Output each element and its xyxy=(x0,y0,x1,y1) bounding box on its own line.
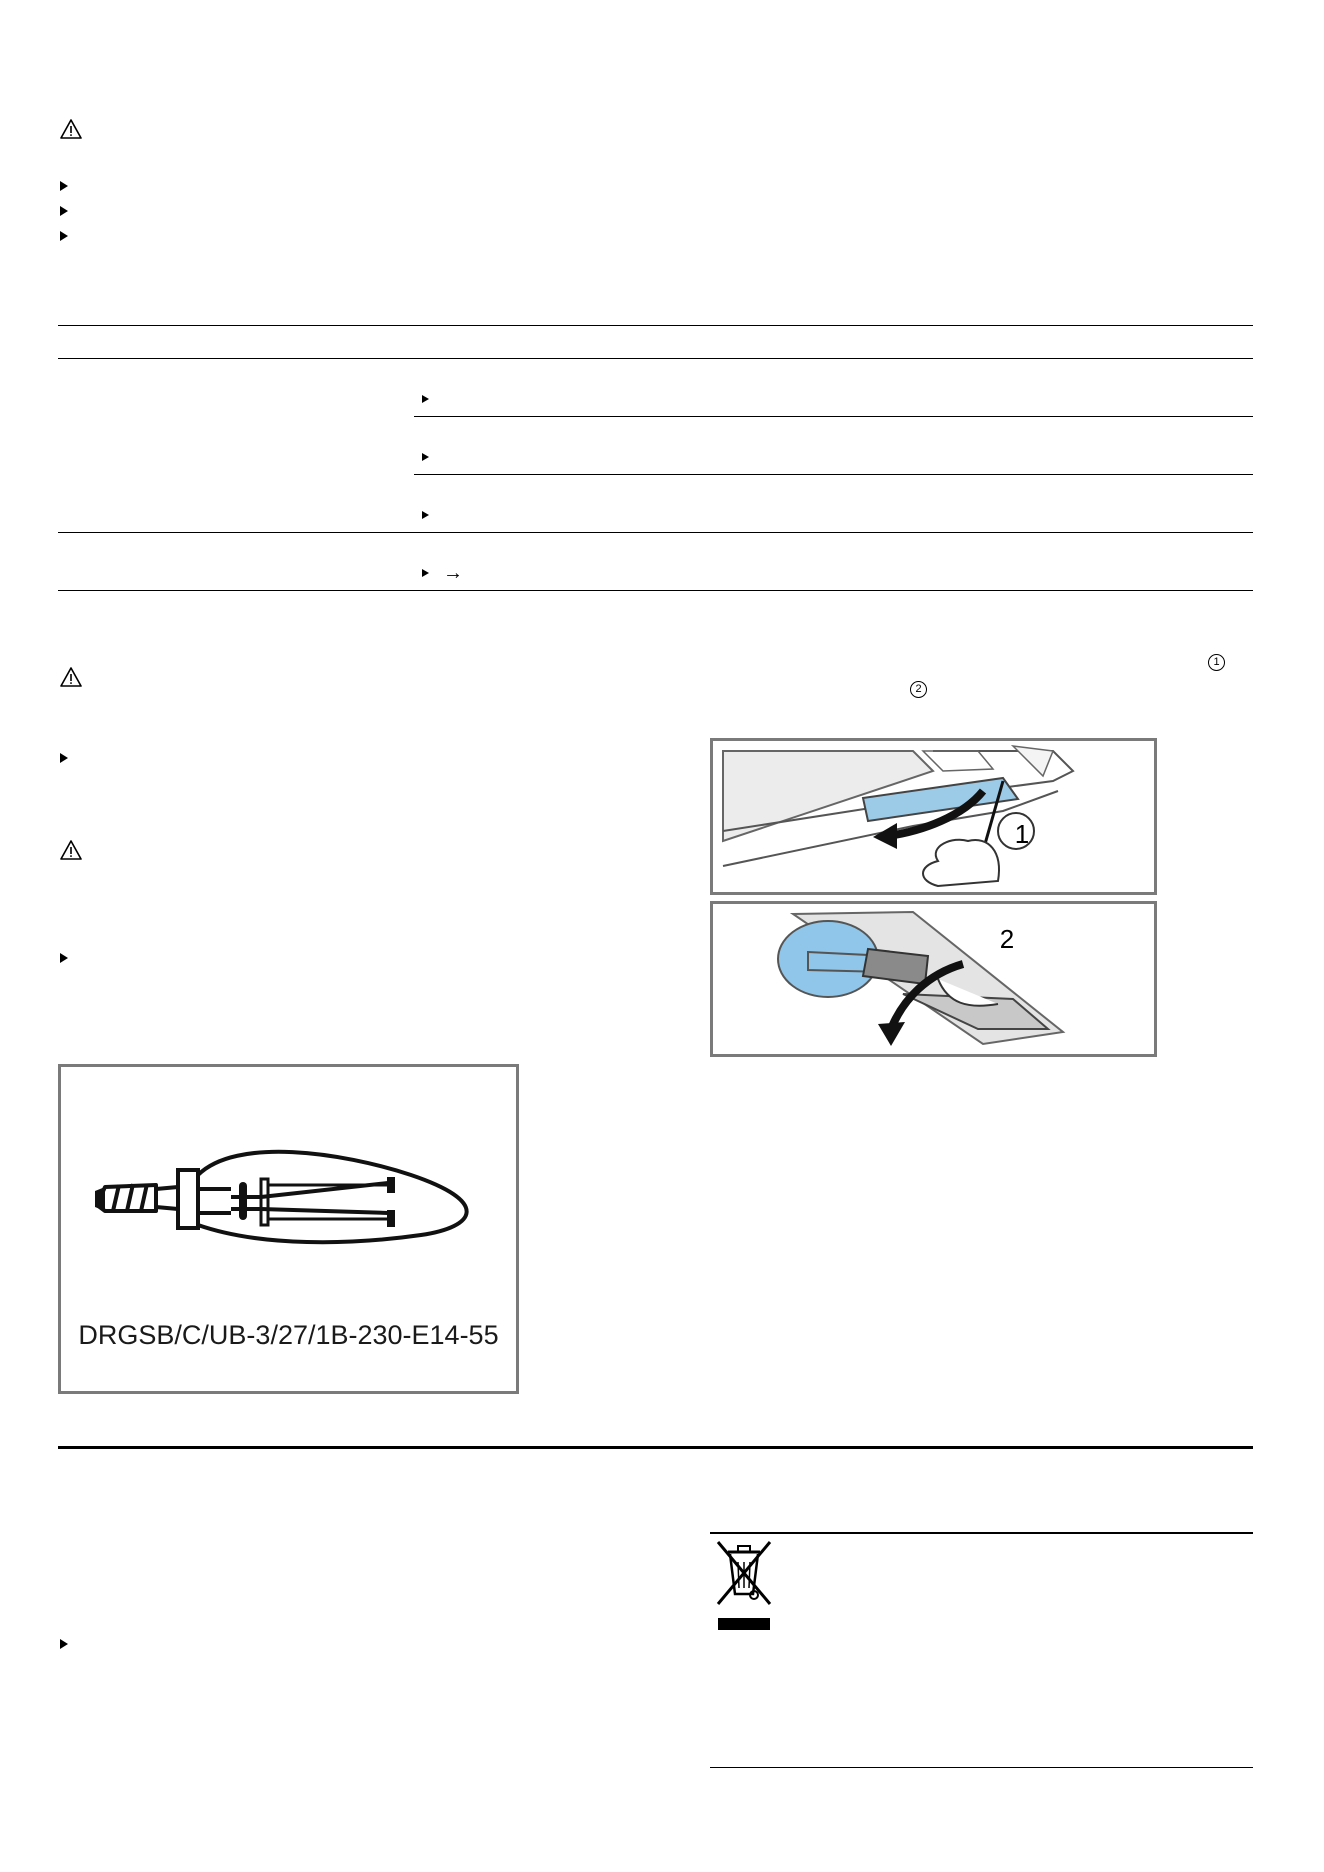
illustration-step-1-number: 1 xyxy=(1014,819,1030,849)
warning-icon xyxy=(60,840,82,860)
bullet-arrow-icon xyxy=(60,753,68,763)
section-divider xyxy=(58,1446,1253,1449)
bullet-arrow-icon xyxy=(422,569,429,577)
table-rule xyxy=(58,358,1253,359)
table-rule xyxy=(58,532,1253,533)
step-marker-1: 1 xyxy=(1208,654,1225,671)
bulb-type-label: DRGSB/C/UB-3/27/1B-230-E14-55 xyxy=(78,1320,499,1350)
table-rule xyxy=(414,474,1253,475)
bulb-drawing xyxy=(61,1067,516,1267)
disposal-box-bottom-rule xyxy=(710,1767,1253,1768)
illustration-remove-cover xyxy=(710,738,1157,895)
table-rule xyxy=(58,325,1253,326)
illustration-unscrew-bulb xyxy=(710,901,1157,1057)
warning-icon xyxy=(60,667,82,687)
bullet-arrow-icon xyxy=(60,181,68,191)
bullet-arrow-icon xyxy=(422,511,429,519)
cross-reference-arrow: → xyxy=(443,562,463,584)
warning-icon xyxy=(60,119,82,139)
table-rule xyxy=(58,590,1253,591)
bullet-arrow-icon xyxy=(60,231,68,241)
bulb-shape xyxy=(778,921,878,997)
table-rule xyxy=(414,416,1253,417)
step-marker-2: 2 xyxy=(910,681,927,698)
cover-removal-drawing xyxy=(713,741,1154,892)
bullet-arrow-icon xyxy=(60,206,68,216)
bullet-arrow-icon xyxy=(422,395,429,403)
illustration-step-2-number: 2 xyxy=(999,924,1015,954)
bullet-arrow-icon xyxy=(60,1639,68,1649)
crossed-out-bin-icon xyxy=(712,1538,776,1634)
bullet-arrow-icon xyxy=(422,453,429,461)
bulb-removal-drawing xyxy=(713,904,1154,1054)
bulb-spec-figure xyxy=(58,1064,519,1394)
bullet-arrow-icon xyxy=(60,953,68,963)
disposal-box-top-rule xyxy=(710,1532,1253,1534)
